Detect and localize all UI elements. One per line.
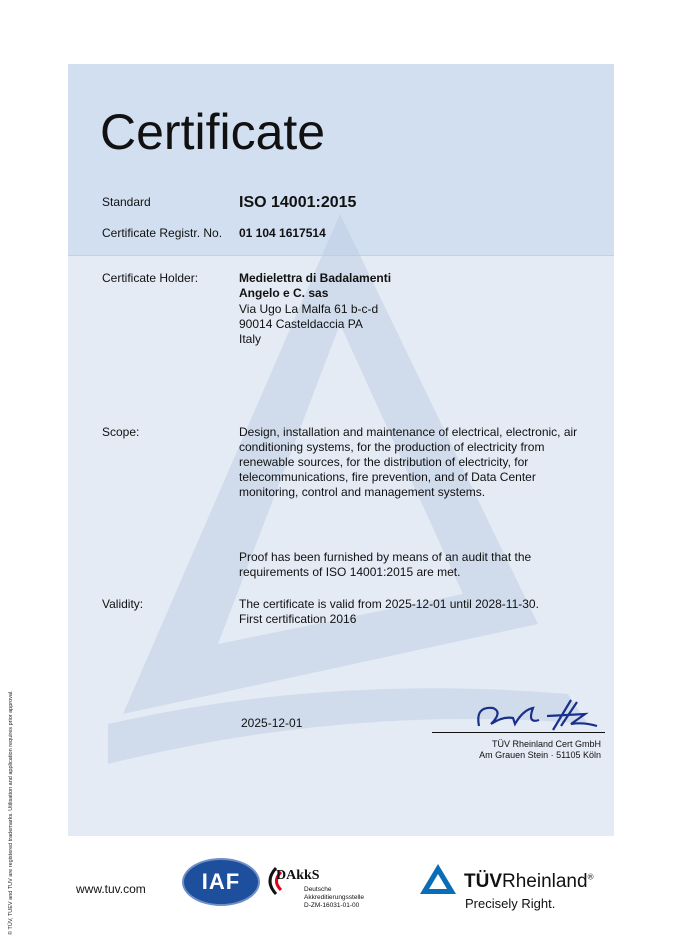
dakks-subtitle: Deutsche Akkreditierungsstelle D-ZM-16031-01-00 <box>304 886 364 909</box>
dakks-title: DAkkS <box>276 868 320 883</box>
issue-date: 2025-12-01 <box>241 716 303 730</box>
iaf-logo-text: IAF <box>201 869 241 894</box>
registr-value: 01 104 1617514 <box>239 226 326 240</box>
validity-text: The certificate is valid from 2025-12-01 until 2028-11-30. First certification 2016 <box>239 597 539 626</box>
scope-text: Design, installation and maintenance of electrical, electronic, air conditioning systems, for the production of electricity from renewable sources, for the distribution of electricity, for telecommunications, fire prevention, and of Data Center monitoring, control and management systems. <box>239 425 578 499</box>
issuer-address: Am Grauen Stein · 51105 Köln <box>479 750 601 760</box>
holder-name: Medielettra di Badalamenti Angelo e C. sas <box>239 271 392 300</box>
tuv-brand <box>464 871 593 893</box>
registr-label: Certificate Registr. No. <box>102 226 223 240</box>
tuv-brand-name: Rheinland <box>502 871 588 892</box>
scope-label: Scope: <box>102 425 140 439</box>
standard-value: ISO 14001:2015 <box>239 194 357 211</box>
website-link[interactable]: www.tuv.com <box>76 882 146 896</box>
signature-line <box>432 732 605 733</box>
page-title: Certificate <box>100 104 326 160</box>
holder-label: Certificate Holder: <box>102 271 199 285</box>
registered-mark: ® <box>587 872 594 882</box>
proof-text: Proof has been furnished by means of an audit that the requirements of ISO 14001:2015 are met. <box>239 550 532 579</box>
trademark-note: © TÜV, TUEV and TUV are registered trademarks. Utilisation and application requires prior approval. <box>8 690 14 935</box>
tuv-tagline: Precisely Right. <box>465 896 556 911</box>
tuv-brand-bold: TÜV <box>464 871 502 892</box>
iaf-logo <box>182 858 260 906</box>
standard-label: Standard <box>102 195 151 209</box>
signature-icon <box>473 696 603 736</box>
certificate-panel <box>68 64 614 836</box>
tuv-triangle-logo-icon <box>418 862 458 896</box>
validity-label: Validity: <box>102 597 144 611</box>
holder-address: Via Ugo La Malfa 61 b-c-d 90014 Casteldaccia PA Italy <box>239 302 379 346</box>
issuer-name: TÜV Rheinland Cert GmbH <box>491 739 601 749</box>
